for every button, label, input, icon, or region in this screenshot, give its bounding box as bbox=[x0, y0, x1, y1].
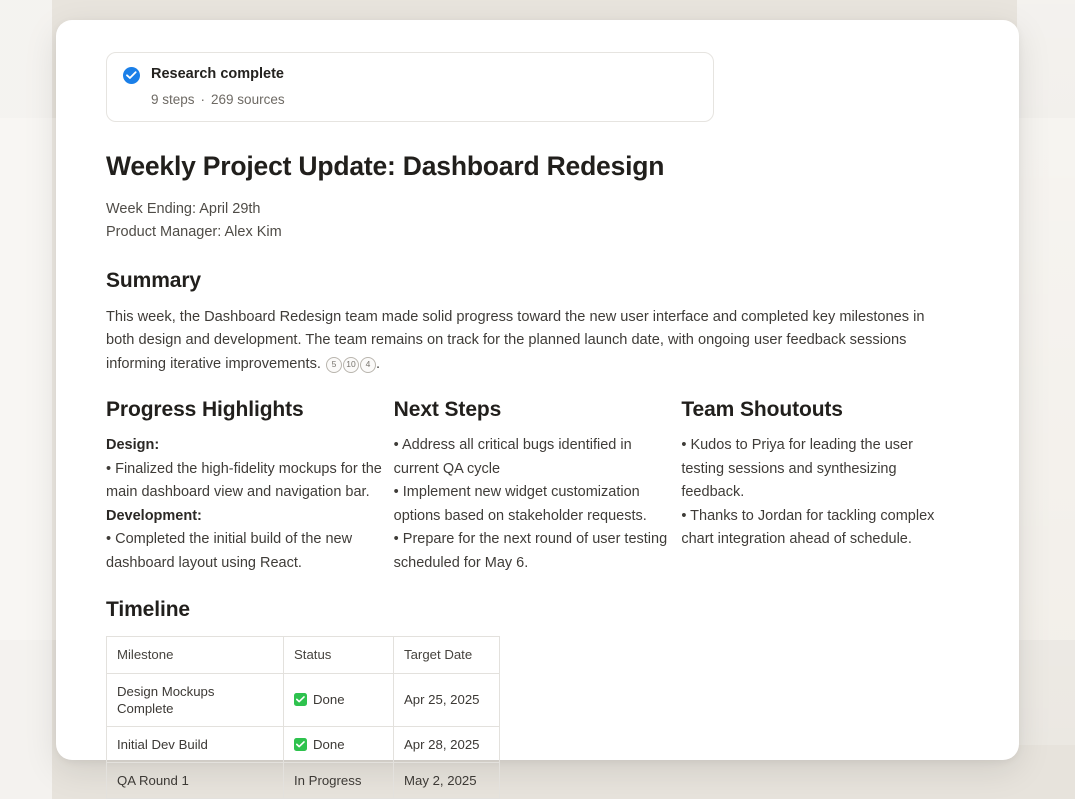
team-shoutouts-body bbox=[681, 434, 957, 551]
header-milestone: Milestone bbox=[107, 637, 284, 673]
status-label: In Progress bbox=[294, 773, 362, 789]
meta-separator: · bbox=[200, 92, 206, 108]
summary-paragraph bbox=[106, 306, 926, 377]
cell-milestone: Initial Dev Build bbox=[107, 726, 284, 762]
citation-chip-2[interactable]: 10 bbox=[343, 357, 359, 373]
research-banner-row bbox=[123, 66, 697, 107]
document-card bbox=[56, 20, 1019, 789]
next-steps-body bbox=[394, 434, 670, 575]
table-row bbox=[107, 673, 500, 726]
header-target-date: Target Date bbox=[394, 637, 500, 673]
table-row bbox=[107, 763, 500, 799]
research-status-banner[interactable] bbox=[106, 52, 714, 122]
table-header-row bbox=[107, 637, 500, 673]
timeline-table bbox=[106, 636, 500, 799]
research-banner-title: Research complete bbox=[151, 66, 284, 82]
cell-status bbox=[284, 726, 394, 762]
timeline-heading: Timeline bbox=[106, 598, 191, 622]
team-shoutouts-item-2: • Thanks to Jordan for tackling complex chart integration ahead of schedule. bbox=[681, 507, 935, 548]
next-steps-item-1: • Address all critical bugs identified in current QA cycle bbox=[393, 437, 632, 477]
progress-highlights-body bbox=[106, 434, 382, 575]
progress-development-lead: Development: bbox=[106, 507, 202, 524]
research-banner-meta bbox=[151, 92, 285, 107]
cell-status bbox=[284, 763, 394, 799]
progress-development-text: • Completed the initial build of the new dashboard layout using React. bbox=[106, 531, 353, 571]
cell-milestone: QA Round 1 bbox=[107, 763, 284, 799]
week-ending-line: Week Ending: April 29th bbox=[106, 201, 261, 218]
document-content bbox=[56, 20, 1019, 799]
team-shoutouts-heading: Team Shoutouts bbox=[681, 398, 843, 422]
status-label: Done bbox=[313, 736, 345, 752]
progress-design-text: • Finalized the high-fidelity mockups for the main dashboard view and navigation bar. bbox=[106, 460, 382, 501]
table-row bbox=[107, 726, 500, 762]
next-steps-heading: Next Steps bbox=[393, 398, 502, 422]
column-progress-highlights bbox=[106, 398, 394, 575]
research-steps-count: 9 steps bbox=[151, 92, 195, 108]
summary-end-punctuation: . bbox=[376, 355, 381, 372]
research-banner-text bbox=[151, 66, 285, 107]
check-circle-icon bbox=[123, 67, 140, 84]
team-shoutouts-item-1: • Kudos to Priya for leading the user testing sessions and synthesizing feedback. bbox=[681, 437, 913, 501]
product-manager-line: Product Manager: Alex Kim bbox=[106, 224, 282, 241]
page-title: Weekly Project Update: Dashboard Redesign bbox=[106, 151, 665, 182]
summary-text: This week, the Dashboard Redesign team made solid progress toward the new user interface and completed key milestones in both design and development. The team remains on track for the planned launch date, with ongoing user feedback sessions informing iterative improvements. bbox=[106, 308, 925, 372]
citation-chip-1[interactable]: 5 bbox=[326, 357, 342, 373]
cell-target-date: May 2, 2025 bbox=[394, 763, 500, 799]
column-next-steps bbox=[394, 398, 682, 575]
header-status: Status bbox=[284, 637, 394, 673]
progress-highlights-heading: Progress Highlights bbox=[106, 398, 304, 422]
cell-status bbox=[284, 673, 394, 726]
column-team-shoutouts bbox=[681, 398, 969, 575]
cell-target-date: Apr 25, 2025 bbox=[394, 673, 500, 726]
cell-target-date: Apr 28, 2025 bbox=[394, 726, 500, 762]
three-column-section bbox=[106, 398, 969, 575]
next-steps-item-3: • Prepare for the next round of user testing scheduled for May 6. bbox=[393, 531, 668, 571]
cell-milestone: Design Mockups Complete bbox=[107, 673, 284, 726]
status-label: Done bbox=[313, 692, 345, 708]
check-square-icon bbox=[294, 693, 307, 706]
summary-heading: Summary bbox=[106, 268, 202, 292]
research-sources-count: 269 sources bbox=[211, 92, 285, 108]
citation-chip-3[interactable]: 4 bbox=[360, 357, 376, 373]
progress-design-lead: Design: bbox=[106, 437, 160, 454]
next-steps-item-2: • Implement new widget customization options based on stakeholder requests. bbox=[393, 484, 647, 524]
check-square-icon bbox=[294, 738, 307, 751]
